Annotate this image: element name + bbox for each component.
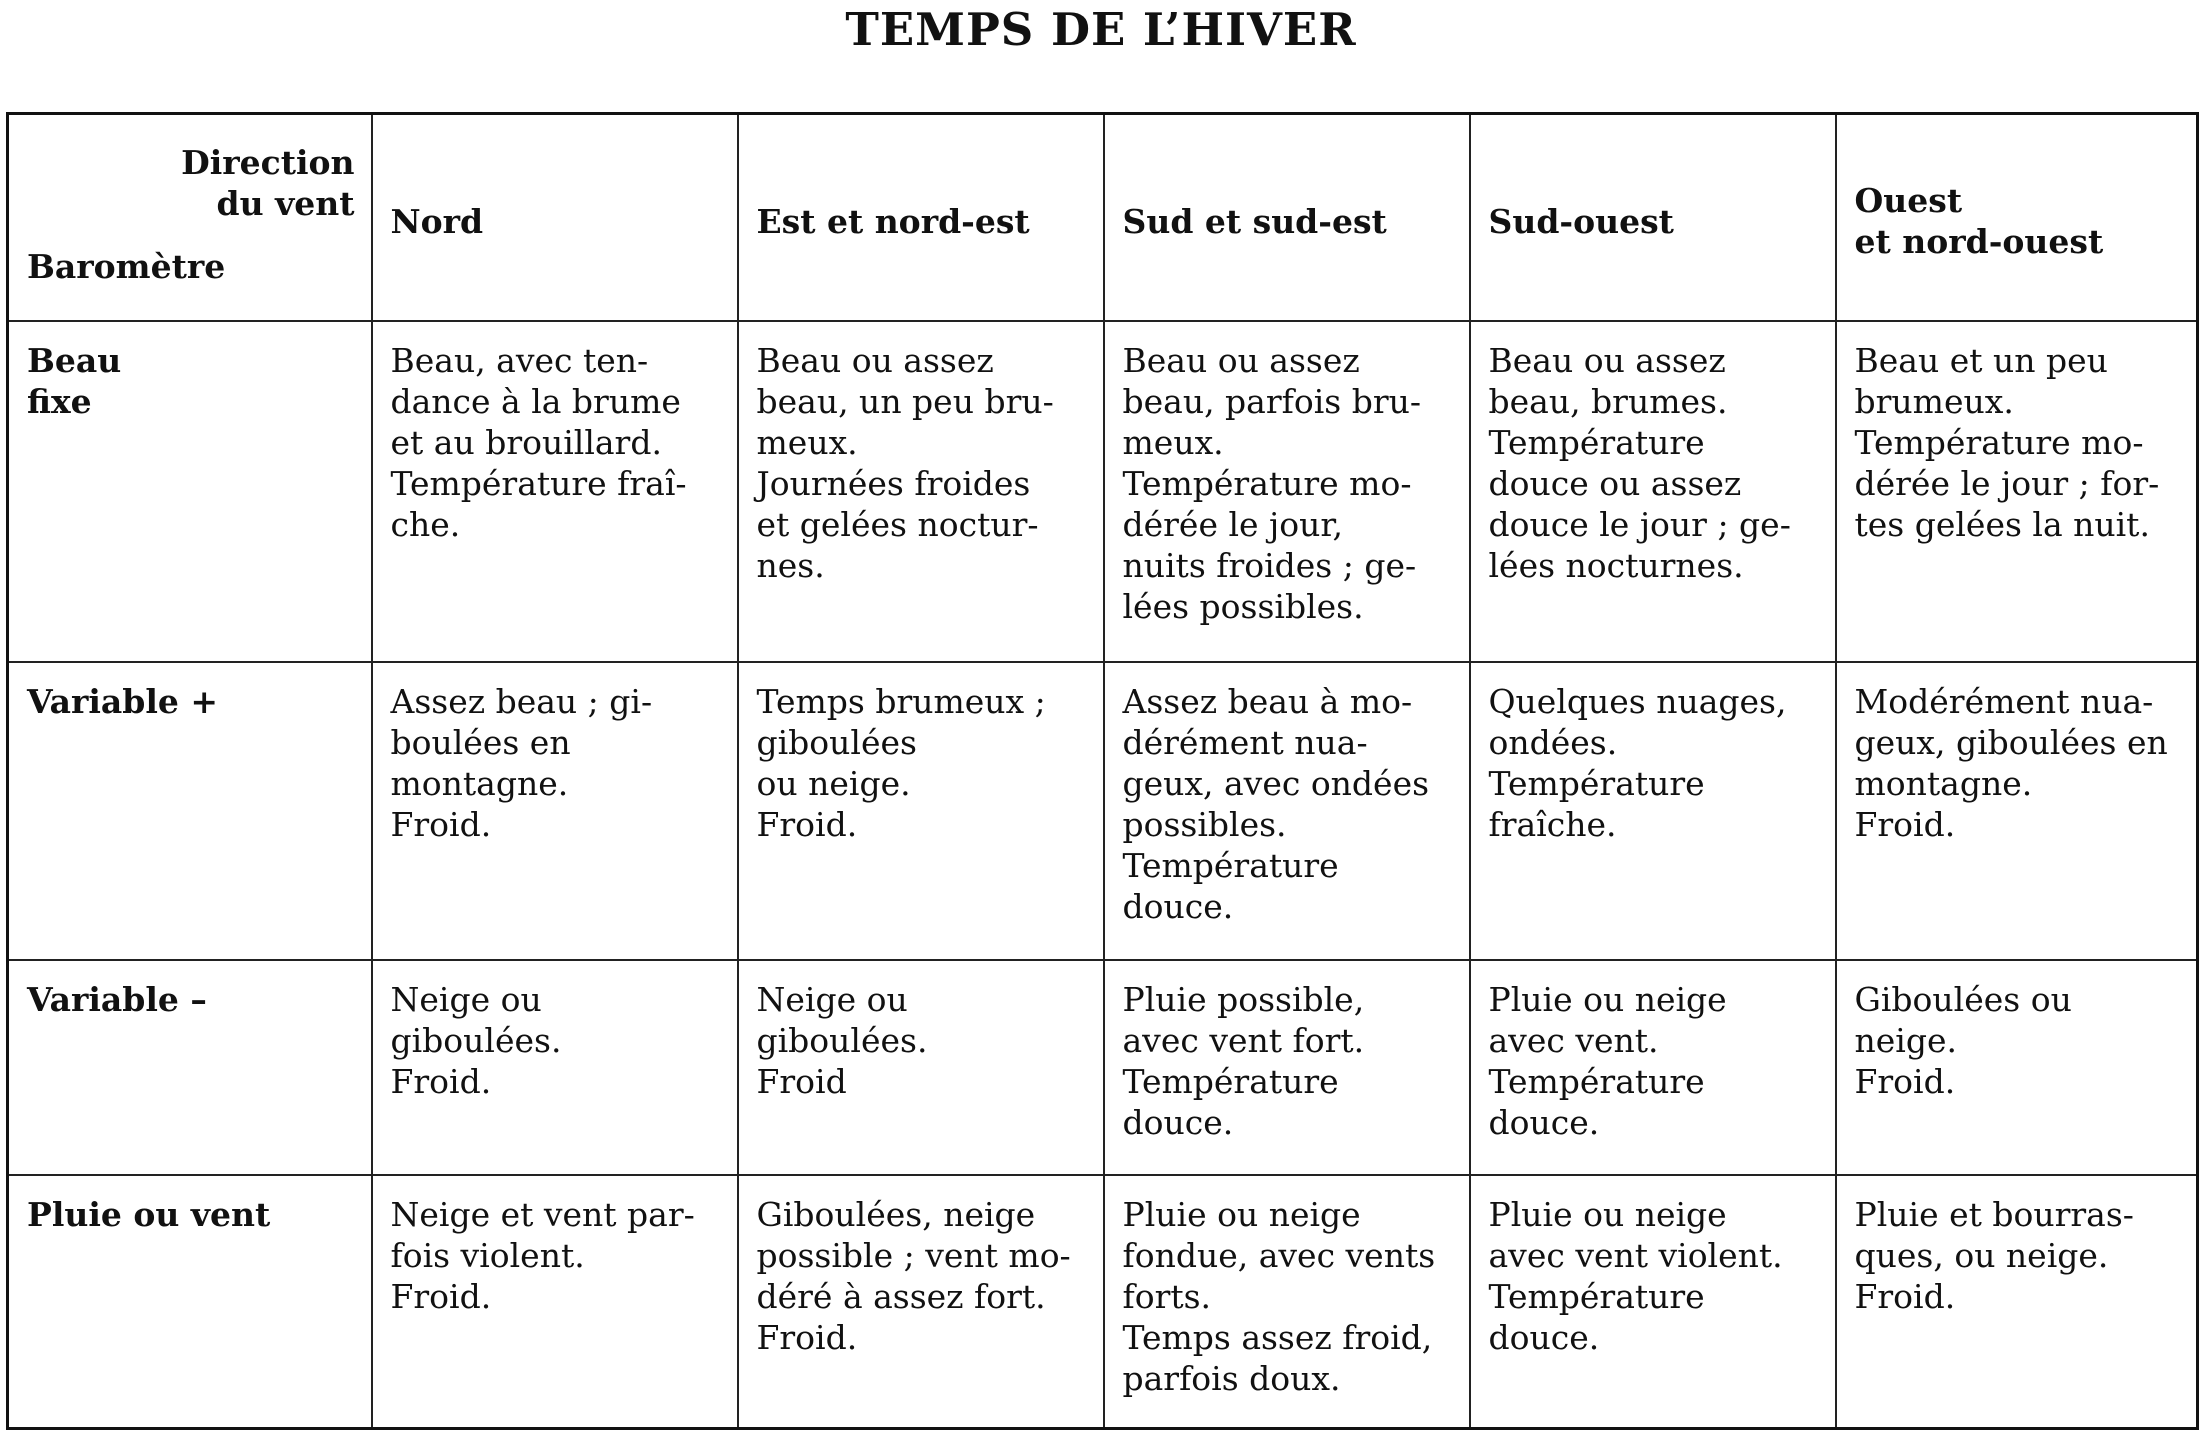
cell-text: Temps brumeux ; giboulées ou neige. Froid. — [756, 681, 1046, 844]
cell-text: Giboulées ou neige. Froid. — [1854, 980, 2072, 1102]
table-row-beau-fixe — [8, 321, 2198, 662]
cell-text: Giboulées, neige possible ; vent mo- déré à assez fort. Froid. — [756, 1194, 1071, 1357]
column-header-label: Sud-ouest — [1488, 201, 1674, 241]
table-cell — [1104, 321, 1470, 662]
column-header-nord — [372, 114, 738, 321]
table-row-variable-plus — [8, 662, 2198, 961]
row-label-cell — [8, 1175, 372, 1429]
table-cell — [1836, 1175, 2198, 1429]
cell-text: Neige ou giboulées. Froid — [756, 980, 928, 1102]
table-cell — [738, 321, 1104, 662]
cell-text: Beau ou assez beau, parfois bru- meux. Température mo- dérée le jour, nuits froides ; ge- lées possibles. — [1122, 340, 1421, 626]
column-header-label: Nord — [390, 201, 484, 241]
column-header-sud-sud-est — [1104, 114, 1470, 321]
column-header-label: Sud et sud-est — [1122, 201, 1387, 241]
row-label-cell — [8, 960, 372, 1174]
cell-text: Beau ou assez beau, brumes. Température douce ou assez douce le jour ; ge- lées nocturnes. — [1488, 340, 1791, 585]
row-label: Variable – — [27, 980, 207, 1020]
table-cell — [738, 1175, 1104, 1429]
table-cell — [1470, 1175, 1836, 1429]
table-cell — [1470, 321, 1836, 662]
column-header-sud-ouest — [1470, 114, 1836, 321]
table-cell — [738, 960, 1104, 1174]
row-label-cell — [8, 662, 372, 961]
wind-direction-label: Direction du vent — [181, 142, 355, 223]
table-cell — [1836, 662, 2198, 961]
table-cell — [372, 321, 738, 662]
table-cell — [1836, 321, 2198, 662]
table-cell — [372, 960, 738, 1174]
cell-text: Beau ou assez beau, un peu bru- meux. Journées froides et gelées noctur- nes. — [756, 340, 1054, 585]
table-cell — [738, 662, 1104, 961]
column-header-est-nord-est — [738, 114, 1104, 321]
cell-text: Neige ou giboulées. Froid. — [390, 980, 562, 1102]
column-header-label: Ouest et nord-ouest — [1854, 181, 2104, 262]
cell-text: Pluie ou neige avec vent violent. Température douce. — [1488, 1194, 1783, 1357]
column-header-label: Est et nord-est — [756, 201, 1030, 241]
page-title: TEMPS DE L’HIVER — [845, 3, 1357, 56]
cell-text: Neige et vent par- fois violent. Froid. — [390, 1194, 695, 1316]
cell-text: Pluie ou neige avec vent. Température douce. — [1488, 980, 1727, 1143]
row-label: Pluie ou vent — [27, 1194, 271, 1234]
row-label: Variable + — [27, 681, 219, 721]
table-cell — [372, 662, 738, 961]
table-cell — [372, 1175, 738, 1429]
cell-text: Quelques nuages, ondées. Température fraîche. — [1488, 681, 1787, 844]
header-row — [8, 114, 2198, 321]
row-label: Beau fixe — [27, 340, 122, 421]
corner-header-cell — [8, 114, 372, 321]
row-label-cell — [8, 321, 372, 662]
cell-text: Assez beau ; gi- boulées en montagne. Froid. — [390, 681, 653, 844]
table-cell — [1104, 1175, 1470, 1429]
cell-text: Assez beau à mo- dérément nua- geux, avec ondées possibles. Température douce. — [1122, 681, 1430, 926]
winter-weather-table — [6, 112, 2199, 1430]
table-row-variable-minus — [8, 960, 2198, 1174]
barometer-label: Baromètre — [27, 246, 226, 286]
cell-text: Beau, avec ten- dance à la brume et au brouillard. Température fraî- che. — [390, 340, 687, 544]
table-cell — [1104, 960, 1470, 1174]
cell-text: Pluie ou neige fondue, avec vents forts. Temps assez froid, parfois doux. — [1122, 1194, 1436, 1398]
cell-text: Pluie et bourras- ques, ou neige. Froid. — [1854, 1194, 2134, 1316]
cell-text: Modérément nua- geux, giboulées en montagne. Froid. — [1854, 681, 2168, 844]
table-cell — [1836, 960, 2198, 1174]
cell-text: Pluie possible, avec vent fort. Température douce. — [1122, 980, 1365, 1143]
table-cell — [1470, 960, 1836, 1174]
table-cell — [1104, 662, 1470, 961]
table-cell — [1470, 662, 1836, 961]
cell-text: Beau et un peu brumeux. Température mo- dérée le jour ; for- tes gelées la nuit. — [1854, 340, 2160, 544]
table-row-pluie-ou-vent — [8, 1175, 2198, 1429]
column-header-ouest-nord-ouest — [1836, 114, 2198, 321]
